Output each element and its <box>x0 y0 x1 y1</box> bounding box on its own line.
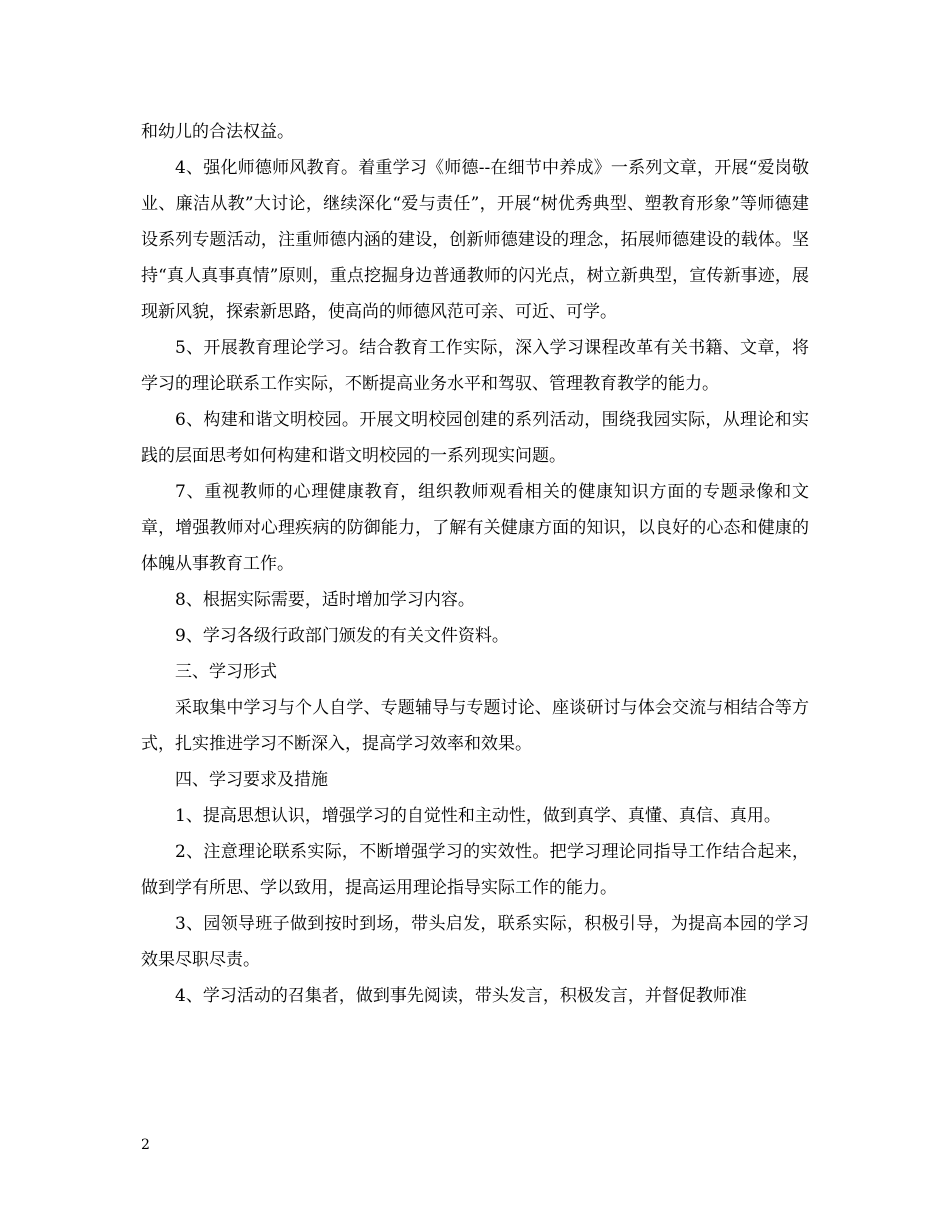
paragraph-9: 1、提高思想认识，增强学习的自觉性和主动性，做到真学、真懂、真信、真用。 <box>175 806 781 826</box>
paragraph-6: 8、根据实际需要，适时增加学习内容。 <box>175 590 475 610</box>
paragraph-12: 4、学习活动的召集者，做到事先阅读，带头发言，积极发言，并督促教师准 <box>175 986 747 1006</box>
paragraph-7: 9、学习各级行政部门颁发的有关文件资料。 <box>175 626 509 646</box>
paragraph-3: 5、开展教育理论学习。结合教育工作实际，深入学习课程改革有关书籍、文章，将学习的理论联系工作实际，不断提高业务水平和驾驭、管理教育教学的能力。 <box>141 338 809 394</box>
section-heading-4: 四、学习要求及措施 <box>175 770 328 790</box>
paragraph-11: 3、园领导班子做到按时到场，带头启发，联系实际，积极引导，为提高本园的学习效果尽职尽责。 <box>141 914 809 970</box>
paragraph-5: 7、重视教师的心理健康教育，组织教师观看相关的健康知识方面的专题录像和文章，增强教师对心理疾病的防御能力，了解有关健康方面的知识，以良好的心态和健康的体魄从事教育工作。 <box>141 482 809 574</box>
paragraph-2: 4、强化师德师风教育。着重学习《师德--在细节中养成》一系列文章，开展“爱岗敬业、廉洁从教”大讨论，继续深化“爱与责任”，开展“树优秀典型、塑教育形象”等师德建设系列专题活动，注重师德内涵的建设，创新师德建设的理念，拓展师德建设的载体。坚持“真人真事真情”原则，重点挖掘身边普通教师的闪光点，树立新典型，宣传新事迹，展现新风貌，探索新思路，使高尚的师德风范可亲、可近、可学。 <box>141 158 809 322</box>
paragraph-8: 采取集中学习与个人自学、专题辅导与专题讨论、座谈研讨与体会交流与相结合等方式，扎实推进学习不断深入，提高学习效率和效果。 <box>141 698 809 754</box>
document-body <box>141 114 809 1014</box>
paragraph-1: 和幼儿的合法权益。 <box>141 122 294 142</box>
page-number: 2 <box>141 1137 150 1153</box>
section-heading-3: 三、学习形式 <box>175 662 277 682</box>
paragraph-4: 6、构建和谐文明校园。开展文明校园创建的系列活动，围绕我园实际，从理论和实践的层面思考如何构建和谐文明校园的一系列现实问题。 <box>141 410 809 466</box>
paragraph-10: 2、注意理论联系实际，不断增强学习的实效性。把学习理论同指导工作结合起来，做到学有所思、学以致用，提高运用理论指导实际工作的能力。 <box>141 842 809 898</box>
